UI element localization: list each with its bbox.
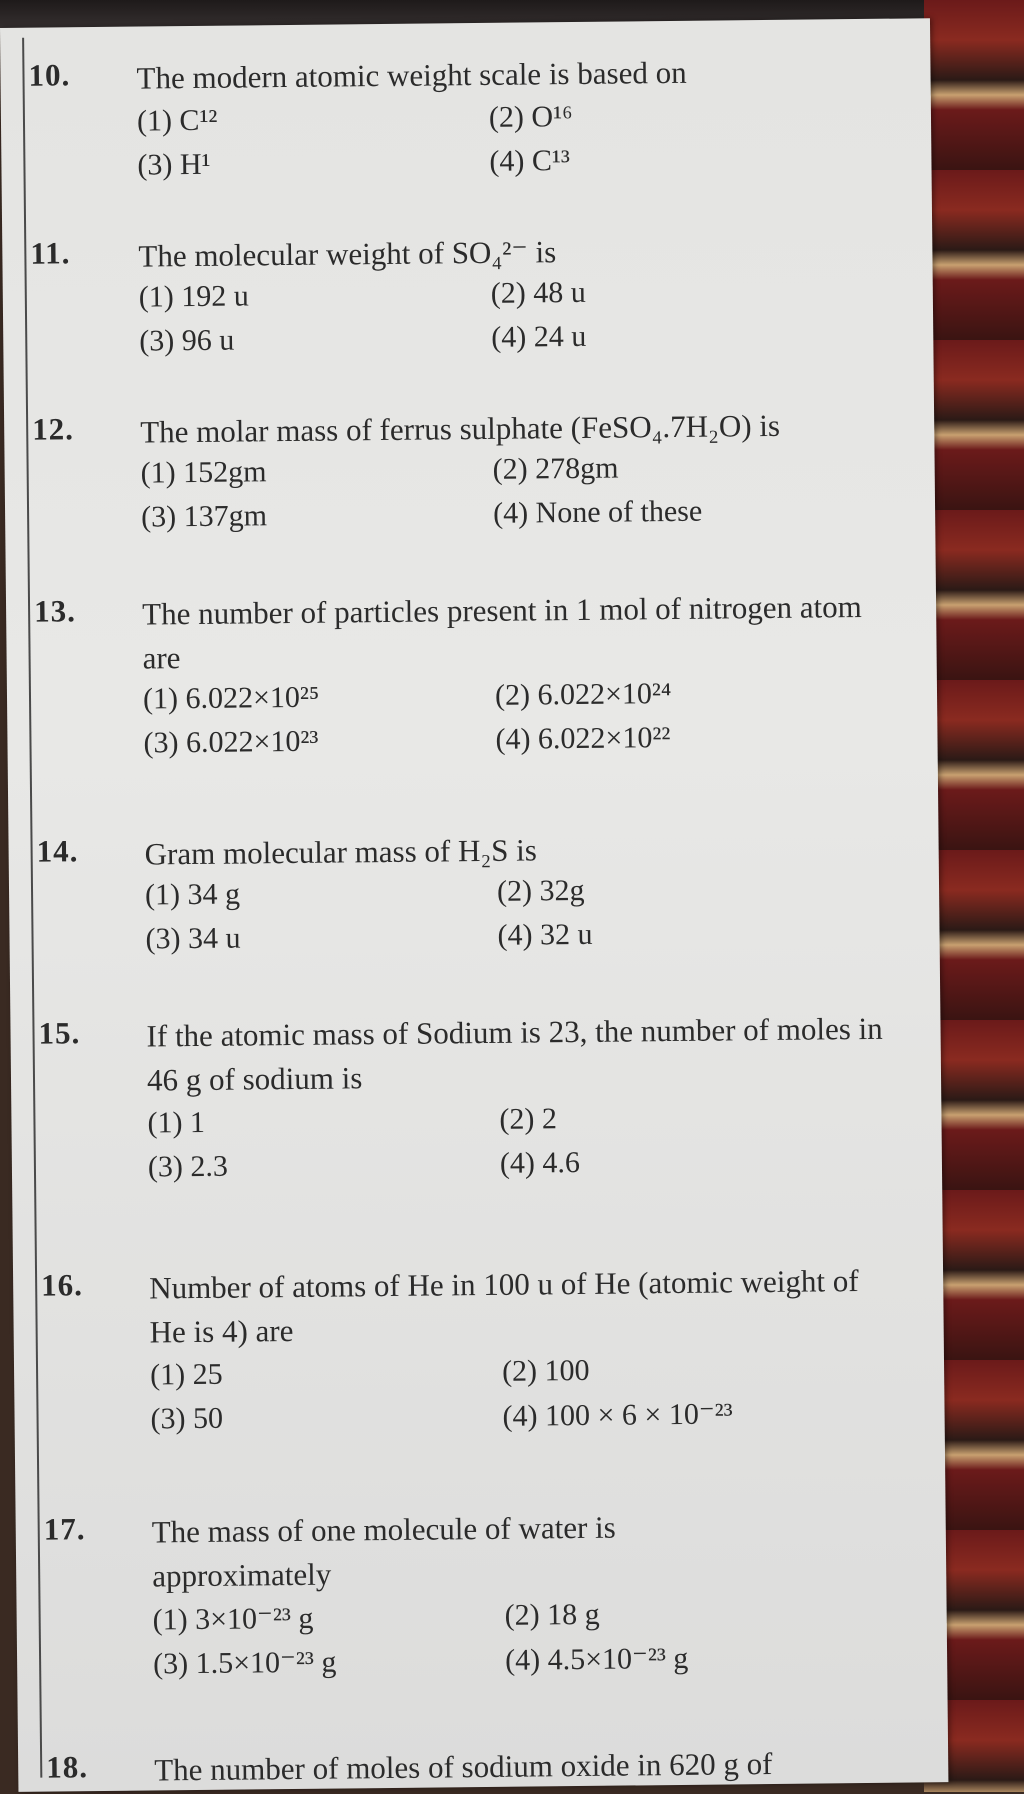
- question-number: 14.: [36, 833, 79, 869]
- option-3: (3) 6.022×10²³: [143, 724, 319, 760]
- question-number: 12.: [32, 411, 75, 447]
- option-4: (4) 32 u: [497, 917, 593, 952]
- question-number: 13.: [33, 593, 77, 629]
- option-2: (2) 32g: [496, 873, 585, 908]
- question-number: 18.: [46, 1749, 89, 1785]
- option-4: (4) 24 u: [491, 319, 587, 354]
- question-number: 15.: [38, 1015, 81, 1051]
- question-10: [0, 49, 900, 182]
- option-1: (1) 34 g: [144, 877, 241, 912]
- option-4: (4) None of these: [492, 494, 703, 530]
- margin-line: [22, 38, 42, 1778]
- question-13: [6, 585, 906, 760]
- option-2: (2) 18 g: [504, 1597, 600, 1632]
- question-text: The modern atomic weight scale is based on: [136, 54, 687, 96]
- question-16: [13, 1259, 913, 1436]
- option-1: (1) 3×10⁻²³ g: [152, 1601, 314, 1637]
- question-sheet: [0, 18, 948, 1792]
- option-2: (2) 2: [499, 1102, 558, 1136]
- question-number: 10.: [28, 57, 71, 93]
- option-3: (3) 2.3: [147, 1149, 229, 1184]
- option-4: (4) 4.6: [499, 1145, 581, 1180]
- question-11: [2, 227, 902, 358]
- option-2: (2) 6.022×10²⁴: [494, 677, 672, 712]
- option-2: (2) 48 u: [490, 275, 586, 310]
- option-2: (2) 278gm: [492, 451, 619, 486]
- option-1: (1) 1: [147, 1105, 206, 1140]
- option-4: (4) 4.5×10⁻²³ g: [504, 1641, 689, 1677]
- question-number: 11.: [30, 235, 71, 271]
- option-4: (4) 6.022×10²²: [495, 721, 671, 756]
- question-number: 17.: [43, 1511, 86, 1547]
- option-3: (3) 50: [150, 1401, 224, 1436]
- question-text: The molecular weight of SO₄²⁻ is: [138, 234, 557, 274]
- question-text: Number of atoms of He in 100 u of He (atomic weight of He is 4) are: [149, 1263, 859, 1350]
- option-4: (4) 100 × 6 × 10⁻²³: [502, 1397, 733, 1433]
- question-text: The number of particles present in 1 mol of nitrogen atom are: [141, 589, 862, 676]
- question-17: [16, 1502, 916, 1681]
- question-text: The mass of one molecule of water is approximately: [151, 1509, 616, 1594]
- question-text: If the atomic mass of Sodium is 23, the number of moles in 46 g of sodium is: [146, 1010, 883, 1098]
- option-1: (1) 152gm: [140, 455, 267, 490]
- option-3: (3) 96 u: [139, 323, 235, 358]
- option-3: (3) 1.5×10⁻²³ g: [152, 1645, 337, 1681]
- option-3: (3) H¹: [137, 147, 211, 182]
- option-2: (2) O¹⁶: [488, 100, 573, 134]
- option-1: (1) C¹²: [136, 103, 218, 138]
- option-4: (4) C¹³: [489, 144, 571, 178]
- question-18: [18, 1740, 918, 1788]
- option-3: (3) 137gm: [140, 499, 268, 534]
- option-1: (1) 192 u: [138, 279, 249, 314]
- question-15: [10, 1007, 910, 1184]
- question-14: [8, 825, 908, 956]
- question-text: The number of moles of sodium oxide in 620 g of: [154, 1746, 773, 1788]
- option-1: (1) 6.022×10²⁵: [142, 680, 320, 716]
- question-number: 16.: [40, 1267, 84, 1303]
- option-3: (3) 34 u: [145, 921, 241, 956]
- question-text: Gram molecular mass of H₂S is: [144, 832, 538, 872]
- option-2: (2) 100: [501, 1353, 590, 1388]
- option-1: (1) 25: [149, 1357, 223, 1392]
- question-text: The molar mass of ferrus sulphate (FeSO₄.7H₂O) is: [140, 407, 781, 450]
- question-12: [4, 403, 904, 534]
